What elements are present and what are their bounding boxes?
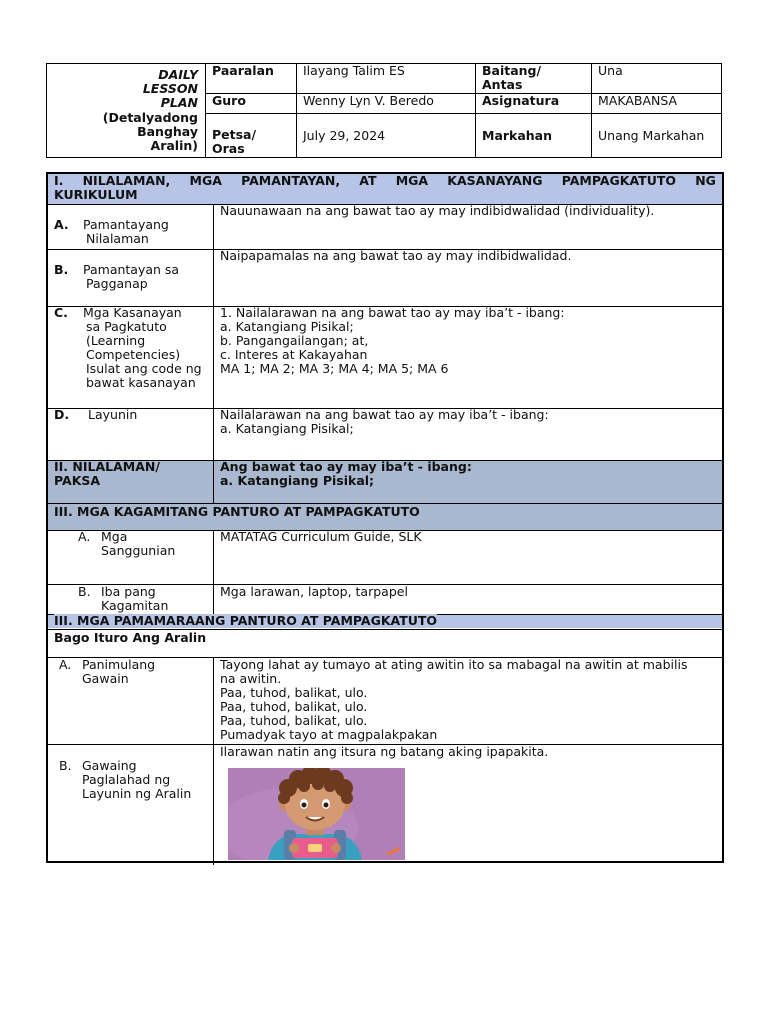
row-label bbox=[82, 759, 191, 801]
section4-heading: III. MGA PAMAMARAANG PANTURO AT PAMPAGKATUTO bbox=[54, 613, 438, 628]
row-letter: D. bbox=[54, 407, 70, 422]
heading-word: I. bbox=[54, 173, 64, 188]
heading-word: PAMPAGKATUTO bbox=[561, 173, 676, 188]
label-line: Panimulang bbox=[82, 657, 156, 672]
content-line: Pumadyak tayo at magpalakpakan bbox=[220, 727, 438, 742]
label-line: Petsa/ bbox=[212, 127, 257, 142]
heading-word: NILALAMAN, bbox=[82, 173, 171, 188]
row-content: Nauunawaan na ang bawat tao ay may indibidwalidad (individuality). bbox=[220, 203, 655, 218]
label-line: Layunin ng Aralin bbox=[82, 786, 192, 801]
label-line: Pagganap bbox=[86, 276, 148, 291]
title-line: Banghay bbox=[137, 123, 198, 139]
heading-word: NG bbox=[695, 173, 716, 188]
column-divider bbox=[213, 530, 214, 614]
label-line: sa Pagkatuto bbox=[86, 319, 167, 334]
child-illustration bbox=[228, 768, 405, 860]
header-divider bbox=[205, 113, 721, 114]
baitang-label bbox=[482, 64, 541, 92]
petsa-label bbox=[212, 128, 256, 156]
asignatura-label: Asignatura bbox=[482, 93, 560, 108]
header-divider bbox=[475, 64, 476, 157]
content-line: MA 1; MA 2; MA 3; MA 4; MA 5; MA 6 bbox=[220, 361, 449, 376]
heading-word: MGA bbox=[189, 173, 222, 188]
row-label: Layunin bbox=[88, 407, 138, 422]
row-letter: B. bbox=[59, 758, 72, 773]
row-label bbox=[83, 218, 169, 246]
heading-word: AT bbox=[359, 173, 377, 188]
label-line: Pamantayang bbox=[83, 217, 169, 232]
petsa-value: July 29, 2024 bbox=[303, 128, 386, 143]
content-line: a. Katangiang Pisikal; bbox=[220, 421, 354, 436]
label-line: Pamantayan sa bbox=[83, 262, 180, 277]
label-line: Iba pang bbox=[101, 584, 156, 599]
content-line: b. Pangangailangan; at, bbox=[220, 333, 369, 348]
content-line: a. Katangiang Pisikal; bbox=[220, 473, 375, 488]
row-label bbox=[101, 530, 175, 558]
heading-word: MGA bbox=[395, 173, 429, 188]
content-line: Tayong lahat ay tumayo at ating awitin ito sa mabagal na awitin at mabilis bbox=[220, 657, 688, 672]
content-line: Paa, tuhod, balikat, ulo. bbox=[220, 685, 368, 700]
section1-heading-line2: KURIKULUM bbox=[54, 187, 138, 202]
row-label bbox=[83, 263, 179, 291]
label-line: Baitang/ bbox=[482, 63, 542, 78]
paaralan-value: Ilayang Talim ES bbox=[303, 63, 405, 78]
row-letter: B. bbox=[54, 262, 69, 277]
row-label bbox=[82, 658, 155, 686]
row-label bbox=[101, 585, 168, 613]
row-letter: B. bbox=[78, 584, 91, 599]
section4-subheading: Bago Ituro Ang Aralin bbox=[54, 630, 207, 645]
row-content bbox=[220, 658, 687, 742]
label-line: Antas bbox=[482, 77, 523, 92]
section2-content bbox=[220, 460, 472, 488]
heading-word: KASANAYANG bbox=[447, 173, 543, 188]
guro-value: Wenny Lyn V. Beredo bbox=[303, 93, 434, 108]
label-line: Mga Kasanayan bbox=[83, 305, 182, 320]
label-line: (Learning bbox=[86, 333, 146, 348]
title-line: PLAN bbox=[160, 95, 198, 111]
row-content: Naipapamalas na ang bawat tao ay may indibidwalidad. bbox=[220, 248, 572, 263]
section2-label bbox=[54, 460, 160, 488]
column-divider bbox=[213, 657, 214, 865]
label-line: Isulat ang code ng bbox=[86, 361, 202, 376]
label-line: Mga bbox=[101, 529, 128, 544]
section3-heading: III. MGA KAGAMITANG PANTURO AT PAMPAGKATUTO bbox=[54, 504, 420, 519]
row-content bbox=[220, 306, 565, 376]
markahan-label: Markahan bbox=[482, 128, 553, 143]
label-line: Oras bbox=[212, 141, 245, 156]
label-line: Kagamitan bbox=[101, 598, 169, 613]
row-content: MATATAG Curriculum Guide, SLK bbox=[220, 529, 422, 544]
markahan-value: Unang Markahan bbox=[598, 128, 705, 143]
row-content: Ilarawan natin ang itsura ng batang aking ipapakita. bbox=[220, 744, 549, 759]
guro-label: Guro bbox=[212, 93, 246, 108]
row-letter: A. bbox=[78, 529, 91, 544]
row-letter: C. bbox=[54, 305, 68, 320]
label-line: Paglalahad ng bbox=[82, 772, 171, 787]
label-line: Sanggunian bbox=[101, 543, 176, 558]
header-divider bbox=[205, 64, 206, 157]
header-divider bbox=[591, 64, 592, 157]
column-divider bbox=[213, 204, 214, 503]
title-line: Aralin) bbox=[150, 138, 198, 154]
label-line: Gawain bbox=[82, 671, 129, 686]
lesson-plan-title bbox=[48, 68, 198, 153]
content-line: Paa, tuhod, balikat, ulo. bbox=[220, 699, 368, 714]
content-line: a. Katangiang Pisikal; bbox=[220, 319, 354, 334]
content-line: Nailalarawan na ang bawat tao ay may iba’t - ibang: bbox=[220, 407, 549, 422]
label-line: Competencies) bbox=[86, 347, 181, 362]
child-illustration-svg bbox=[228, 768, 405, 860]
header-divider bbox=[296, 64, 297, 157]
label-line: Nilalaman bbox=[86, 231, 149, 246]
label-line: II. NILALAMAN/ bbox=[54, 459, 160, 474]
content-line: na awitin. bbox=[220, 671, 282, 686]
row-letter: A. bbox=[54, 217, 69, 232]
asignatura-value: MAKABANSA bbox=[598, 93, 678, 108]
paaralan-label: Paaralan bbox=[212, 63, 274, 78]
content-line: c. Interes at Kakayahan bbox=[220, 347, 368, 362]
row-content bbox=[220, 408, 549, 436]
content-line: 1. Nailalarawan na ang bawat tao ay may iba’t - ibang: bbox=[220, 305, 565, 320]
section1-heading bbox=[54, 174, 716, 188]
title-line: LESSON bbox=[142, 81, 198, 97]
content-line: Paa, tuhod, balikat, ulo. bbox=[220, 713, 368, 728]
content-line: Ang bawat tao ay may iba’t - ibang: bbox=[220, 459, 472, 474]
title-line: (Detalyadong bbox=[102, 109, 198, 125]
heading-word: PAMANTAYAN, bbox=[241, 173, 341, 188]
label-line: bawat kasanayan bbox=[86, 375, 196, 390]
row-label bbox=[83, 306, 202, 390]
label-line: Gawaing bbox=[82, 758, 137, 773]
baitang-value: Una bbox=[598, 63, 623, 78]
row-content: Mga larawan, laptop, tarpapel bbox=[220, 584, 408, 599]
title-line: DAILY bbox=[158, 67, 198, 82]
label-line: PAKSA bbox=[54, 473, 101, 488]
row-letter: A. bbox=[59, 657, 72, 672]
